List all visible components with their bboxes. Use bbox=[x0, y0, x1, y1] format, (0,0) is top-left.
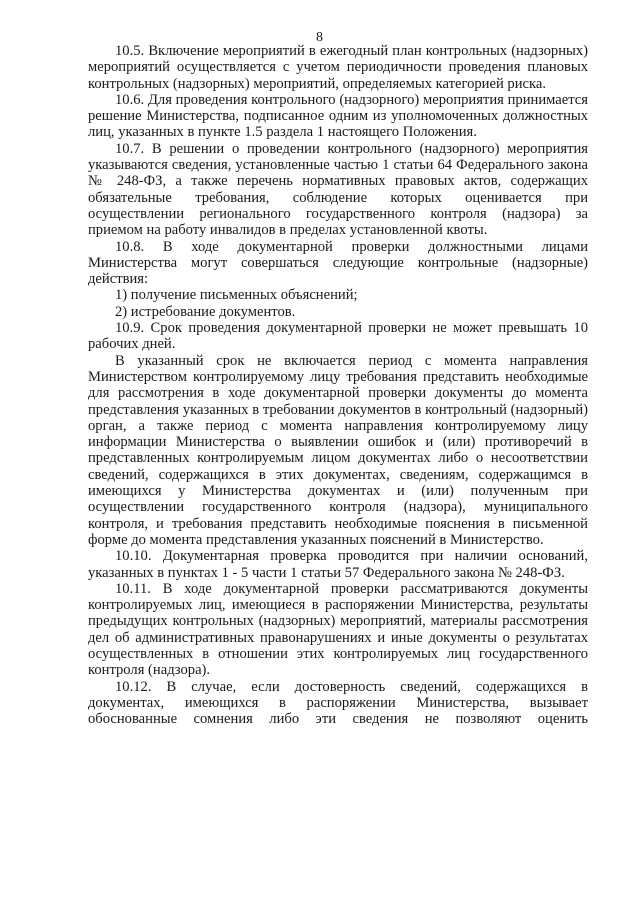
paragraph-10-10: 10.10. Документарная проверка проводится при наличии оснований, указанных в пунктах 1 - 5 части 1 статьи 57 Федерального закона № 248-ФЗ. bbox=[88, 548, 588, 581]
paragraph-10-6: 10.6. Для проведения контрольного (надзорного) мероприятия принимается решение Министерства, подписанное одним из уполномоченных должностных лиц, указанных в пункте 1.5 раздела 1 настоящего Положения. bbox=[88, 91, 588, 141]
paragraph-10-11: 10.11. В ходе документарной проверки рассматриваются документы контролируемых лиц, имеющиеся в распоряжении Министерства, результаты предыдущих контрольных (надзорных) мероприятий, материалы рассмотрения дел об административных правонарушениях и иные документы о результатах осуществленных в отношении этих контролируемых лиц государственного контроля (надзора). bbox=[88, 580, 588, 679]
list-item-1: 1) получение письменных объяснений; bbox=[115, 287, 358, 304]
document-body bbox=[88, 43, 588, 727]
paragraph-10-9: 10.9. Срок проведения документарной проверки не может превышать 10 рабочих дней. bbox=[88, 320, 588, 353]
page-number: 8 bbox=[316, 30, 323, 45]
list-item-2: 2) истребование документов. bbox=[115, 303, 296, 320]
paragraph-10-5: 10.5. Включение мероприятий в ежегодный план контрольных (надзорных) мероприятий осуществляется с учетом периодичности проведения плановых контрольных (надзорных) мероприятий, определяемых категорией риска. bbox=[88, 43, 588, 92]
paragraph-deadline-exclusion: В указанный срок не включается период с момента направления Министерством контролируемому лицу требования представить необходимые для рассмотрения в ходе документарной проверки документы до момента представления указанных в требовании документов в контрольный (надзорный) орган, а также период с момента направления контролируемому лицу информации Министерства о выявлении ошибок и (или) противоречий в представленных контролируемым лицом документах либо о несоответствии сведений, содержащихся в этих документах, сведениям, содержащимся в имеющихся у Министерства документах и (или) полученным при осуществлении государственного контроля (надзора), муниципального контроля, и требования представить необходимые пояснения в письменной форме до момента представления указанных пояснений в Министерство. bbox=[88, 352, 588, 548]
paragraph-10-12: 10.12. В случае, если достоверность сведений, содержащихся в документах, имеющихся в распоряжении Министерства, вызывает обоснованные сомнения либо эти сведения не позволяют оценить bbox=[88, 678, 588, 728]
paragraph-10-8: 10.8. В ходе документарной проверки должностными лицами Министерства могут совершаться следующие контрольные (надзорные) действия: bbox=[88, 238, 588, 288]
paragraph-10-7: 10.7. В решении о проведении контрольного (надзорного) мероприятия указываются сведения, установленные частью 1 статьи 64 Федерального закона № 248-ФЗ, а также перечень нормативных правовых актов, содержащих обязательные требования, соблюдение которых оценивается при осуществлении регионального государственного контроля (надзора) за приемом на работу инвалидов в пределах установленной квоты. bbox=[88, 140, 588, 239]
